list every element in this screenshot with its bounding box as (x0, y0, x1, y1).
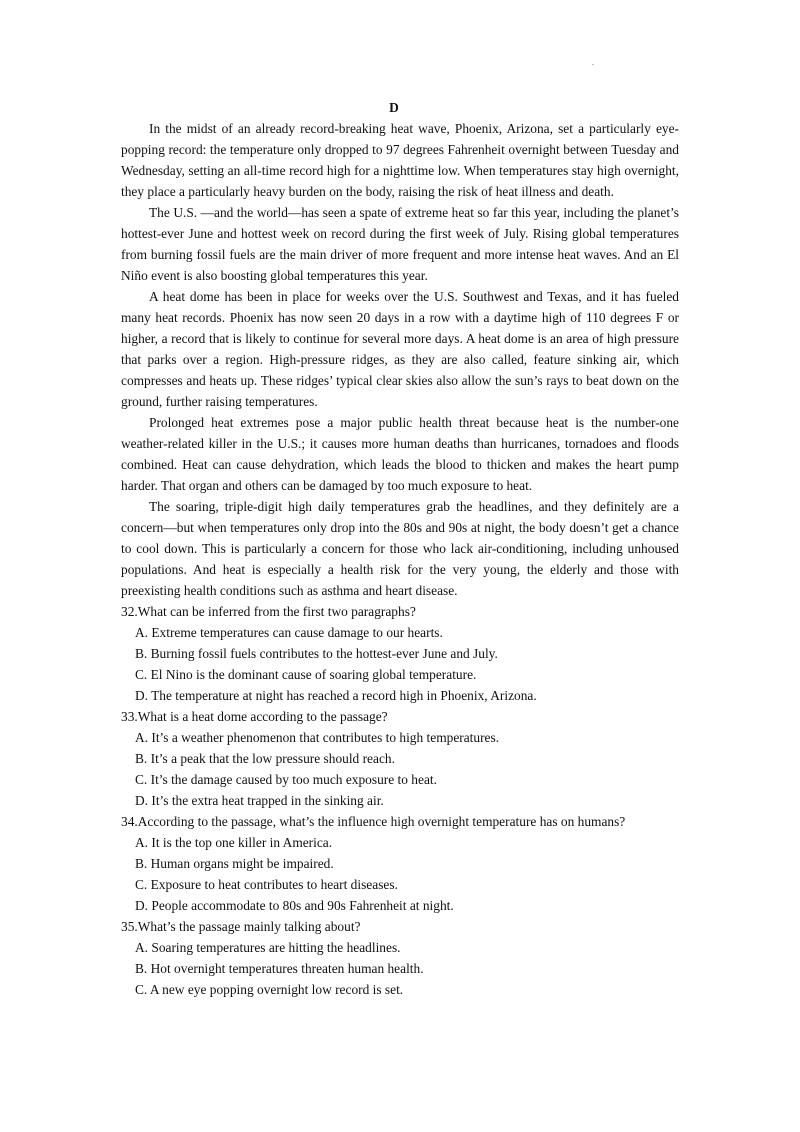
question-stem: 32.What can be inferred from the first two paragraphs? (121, 604, 416, 619)
section-title: D (389, 100, 399, 115)
option-list (121, 727, 679, 811)
option-a: A. It’s a weather phenomenon that contributes to high temperatures. (135, 730, 500, 745)
question-stem: 35.What’s the passage mainly talking about? (121, 919, 361, 934)
option-a: A. Extreme temperatures can cause damage to our hearts. (135, 625, 443, 640)
paragraph-1: In the midst of an already record-breaking heat wave, Phoenix, Arizona, set a particularly eye-popping record: the temperature only dropped to 97 degrees Fahrenheit overnight between Tuesday and Wednesday, setting an all-time record high for a nighttime low. When temperatures stay high overnight, they place a particularly heavy burden on the body, raising the risk of heat illness and death. (121, 121, 679, 199)
option-c: C. Exposure to heat contributes to heart diseases. (135, 877, 398, 892)
option-d: D. The temperature at night has reached a record high in Phoenix, Arizona. (135, 688, 537, 703)
header-mark: . (592, 58, 594, 67)
option-list (121, 622, 679, 706)
option-c: C. A new eye popping overnight low record is set. (135, 982, 404, 997)
option-b: B. Burning fossil fuels contributes to the hottest-ever June and July. (135, 646, 498, 661)
option-list (121, 832, 679, 916)
paragraph-5: The soaring, triple-digit high daily temperatures grab the headlines, and they definitely are a concern—but when temperatures only drop into the 80s and 90s at night, the body doesn’t get a chance to cool down. This is particularly a concern for those who lack air-conditioning, including unhoused populations. And heat is especially a health risk for the very young, the elderly and those with preexisting health conditions such as asthma and heart disease. (121, 499, 679, 598)
question-35 (121, 916, 679, 1000)
option-b: B. Hot overnight temperatures threaten human health. (135, 961, 424, 976)
option-c: C. El Nino is the dominant cause of soaring global temperature. (135, 667, 477, 682)
paragraph-2: The U.S. —and the world—has seen a spate of extreme heat so far this year, including the planet’s hottest-ever June and hottest week on record during the first week of July. Rising global temperatures from burning fossil fuels are the main driver of more frequent and more intense heat waves. And an El Niño event is also boosting global temperatures this year. (121, 205, 679, 283)
option-a: A. Soaring temperatures are hitting the headlines. (135, 940, 401, 955)
questions (121, 601, 679, 1000)
question-33 (121, 706, 679, 811)
option-c: C. It’s the damage caused by too much exposure to heat. (135, 772, 437, 787)
passage (121, 118, 679, 601)
paragraph-3: A heat dome has been in place for weeks over the U.S. Southwest and Texas, and it has fueled many heat records. Phoenix has now seen 20 days in a row with a daytime high of 110 degrees F or higher, a record that is likely to continue for several more days. A heat dome is an area of high pressure that parks over a region. High-pressure ridges, as they are also called, feature sinking air, which compresses and heats up. These ridges’ typical clear skies also allow the sun’s rays to beat down on the ground, further raising temperatures. (121, 289, 679, 409)
question-34 (121, 811, 679, 916)
reading-passage-page (121, 97, 679, 1000)
option-d: D. It’s the extra heat trapped in the sinking air. (135, 793, 384, 808)
question-32 (121, 601, 679, 706)
option-d: D. People accommodate to 80s and 90s Fahrenheit at night. (135, 898, 454, 913)
question-stem: 34.According to the passage, what’s the influence high overnight temperature has on humans? (121, 814, 626, 829)
question-stem: 33.What is a heat dome according to the passage? (121, 709, 388, 724)
option-a: A. It is the top one killer in America. (135, 835, 333, 850)
option-b: B. Human organs might be impaired. (135, 856, 334, 871)
paragraph-4: Prolonged heat extremes pose a major public health threat because heat is the number-one weather-related killer in the U.S.; it causes more human deaths than hurricanes, tornadoes and floods combined. Heat can cause dehydration, which leads the blood to thicken and makes the heart pump harder. That organ and others can be damaged by too much exposure to heat. (121, 415, 679, 493)
option-list (121, 937, 679, 1000)
option-b: B. It’s a peak that the low pressure should reach. (135, 751, 395, 766)
